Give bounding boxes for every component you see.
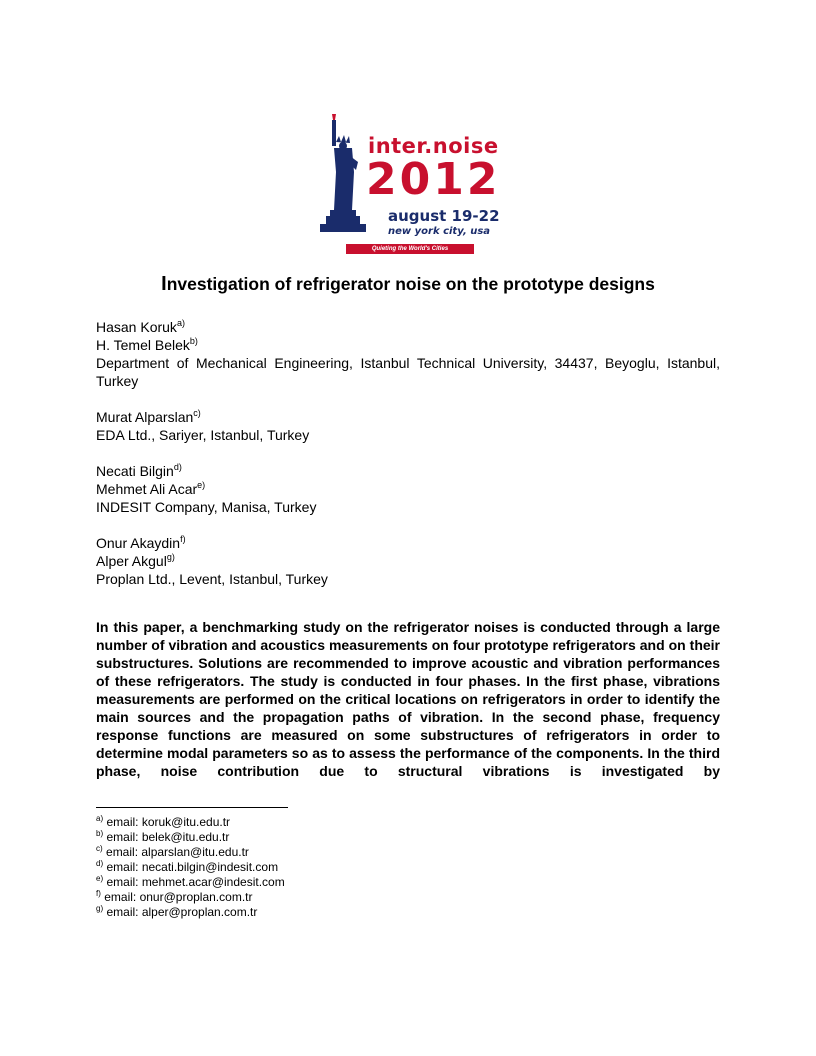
- title-first-letter: I: [161, 273, 167, 295]
- footnote-divider: [96, 807, 288, 808]
- paper-title: [0, 272, 816, 296]
- footnote: $^{g)}$ email: alper@proplan.com.tr: [96, 904, 258, 919]
- logo-city: new york city, usa: [388, 226, 491, 237]
- footnote-mark: c): [193, 408, 201, 418]
- author-name: Alper Akgul$^{g)}$: [96, 552, 175, 569]
- author-group: [96, 408, 720, 444]
- footnote: $^{b)}$ email: belek@itu.edu.tr: [96, 829, 230, 844]
- author-group: [96, 318, 720, 390]
- footnote-mark: d): [173, 462, 182, 472]
- footnote: $^{f)}$ email: onur@proplan.com.tr: [96, 889, 253, 904]
- footnote-mark: g): [166, 552, 175, 562]
- author-affiliation: Proplan Ltd., Levent, Istanbul, Turkey: [96, 571, 328, 587]
- footnote-mark: e): [197, 480, 206, 490]
- author-name: Onur Akaydin$^{f)}$: [96, 534, 186, 551]
- footnote: $^{d)}$ email: necati.bilgin@indesit.com: [96, 859, 279, 874]
- conference-logo: [316, 112, 516, 262]
- footnote: $^{a)}$ email: koruk@itu.edu.tr: [96, 814, 231, 829]
- footnote-mark: a): [176, 318, 185, 328]
- logo-tagline: Quieting the World's Cities: [346, 244, 474, 254]
- author-block: [96, 318, 720, 606]
- footnote-mark: b): [189, 336, 198, 346]
- abstract-text: In this paper, a benchmarking study on the refrigerator noises is conducted through a large number of vibration and acoustics measurements on four prototype refrigerators and on their substructures. Solutions are recommended to improve acoustic and vibration performances of these refrigerators. The study is conducted in four phases. In the first phase, vibrations measurements are performed on the critical locations on refrigerators in order to identify the main sources and the propagation paths of vibration. In the second phase, frequency response functions are measured on some substructures of refrigerators in order to determine modal parameters so as to assess the performance of the components. In the third phase, noise contribution due to structural vibrations is investigated by: [96, 619, 720, 779]
- footnote-mark: f): [180, 534, 186, 544]
- author-name: Hasan Koruk$^{a)}$: [96, 318, 185, 335]
- logo-title: inter.noise: [368, 134, 499, 158]
- author-name: Necati Bilgin$^{d)}$: [96, 462, 182, 479]
- footnote: $^{c)}$ email: alparslan@itu.edu.tr: [96, 844, 249, 859]
- footnote: $^{e)}$ email: mehmet.acar@indesit.com: [96, 874, 285, 889]
- author-name: Mehmet Ali Acar$^{e)}$: [96, 480, 206, 497]
- author-affiliation: INDESIT Company, Manisa, Turkey: [96, 499, 317, 515]
- footnotes: [96, 815, 285, 920]
- author-name: H. Temel Belek$^{b)}$: [96, 336, 198, 353]
- author-affiliation: EDA Ltd., Sariyer, Istanbul, Turkey: [96, 427, 310, 443]
- logo-year: 2012: [366, 154, 501, 205]
- title-text: nvestigation of refrigerator noise on the prototype designs: [166, 274, 655, 294]
- author-group: [96, 534, 720, 588]
- author-group: [96, 462, 720, 516]
- author-affiliation: Department of Mechanical Engineering, Istanbul Technical University, 34437, Beyoglu, Istanbul, Turkey: [96, 355, 720, 389]
- author-name: Murat Alparslan$^{c)}$: [96, 408, 201, 425]
- logo-dates: august 19-22: [388, 207, 500, 225]
